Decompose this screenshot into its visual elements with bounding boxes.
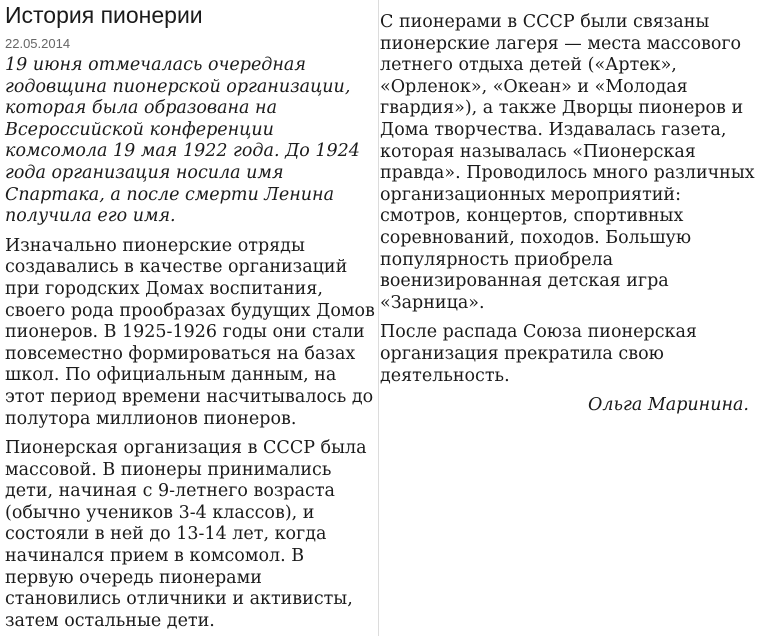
article-title: История пионерии <box>5 2 203 28</box>
article-left-column <box>0 0 377 636</box>
article-paragraph: Изначально пионерские отряды создавались в качестве организаций при городских Домах воспитания, своего рода прообразах будущих Домов пионеров. В 1925-1926 годы они стали повсеместно формироваться на базах школ. По официальным данным, на этот период времени насчитывалось до полутора миллионов пионеров. <box>5 235 375 429</box>
article-paragraph: С пионерами в СССР были связаны пионерские лагеря — места массового летнего отдыха детей («Артек», «Орленок», «Океан» и «Молодая гвардия»), а также Дворцы пионеров и Дома творчества. Издавалась газета, которая называлась «Пионерская правда». Проводилось много различных организационных мероприятий: смотров, концертов, спортивных соревнований, походов. Большую популярность приобрела военизированная детская игра «Зарница». <box>380 12 755 313</box>
column-divider <box>378 0 379 636</box>
article-right-column <box>380 0 771 636</box>
article-author: Ольга Маринина. <box>587 395 749 416</box>
article-date: 22.05.2014 <box>5 36 71 51</box>
article-lead: 19 июня отмечалась очередная годовщина пионерской организации, которая была образована на Всероссийской конференции комсомола 19 мая 1922 года. До 1924 года организация носила имя Спартака, а после смерти Ленина получила его имя. <box>5 55 360 227</box>
article-paragraph: Пионерская организация в СССР была массовой. В пионеры принимались дети, начиная с 9-летнего возраста (обычно учеников 3-4 классов), и состояли в ней до 13-14 лет, когда начинался прием в комсомол. В первую очередь пионерами становились отличники и активисты, затем остальные дети. <box>5 438 367 631</box>
article-paragraph: После распада Союза пионерская организация прекратила свою деятельность. <box>380 322 697 386</box>
